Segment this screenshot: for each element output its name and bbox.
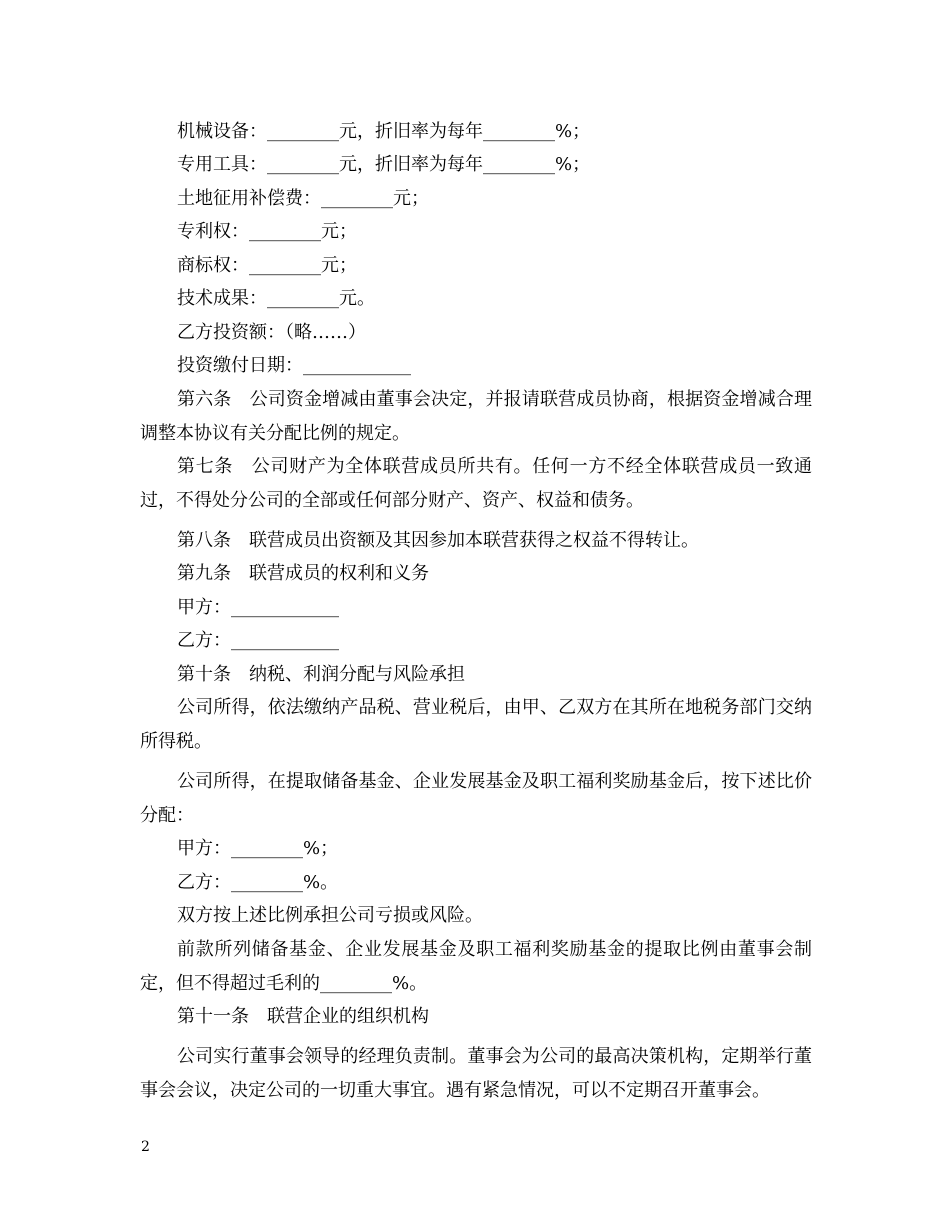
paragraph: 前款所列储备基金、企业发展基金及职工福利奖励基金的提取比例由董事会制定，但不得超过毛利的________%。: [140, 939, 812, 994]
article-10-heading: 第十条 纳税、利润分配与风险承担: [177, 664, 465, 685]
paragraph: 双方按上述比例承担公司亏损或风险。: [177, 905, 483, 926]
paragraph: 甲方：________%；: [177, 838, 339, 859]
page-number: 2: [141, 1139, 150, 1155]
article-7-paragraph: 第七条 公司财产为全体联营成员所共有。任何一方不经全体联营成员一致通过，不得处分公司的全部或任何部分财产、资产、权益和债务。: [140, 456, 812, 511]
paragraph: 乙方：____________: [177, 630, 339, 651]
article-9-heading: 第九条 联营成员的权利和义务: [177, 563, 429, 584]
paragraph: 乙方：________%。: [177, 872, 339, 893]
paragraph: 专用工具：________元，折旧率为每年________%；: [177, 154, 591, 175]
paragraph: 公司所得，依法缴纳产品税、营业税后，由甲、乙双方在其所在地税务部门交纳所得税。: [140, 697, 812, 752]
paragraph: 专利权：________元；: [177, 221, 357, 242]
paragraph: 甲方：____________: [177, 597, 339, 618]
paragraph: 机械设备：________元，折旧率为每年________%；: [177, 121, 591, 142]
paragraph: 商标权：________元；: [177, 255, 357, 276]
paragraph: 土地征用补偿费：________元；: [177, 188, 429, 209]
article-6-paragraph: 第六条 公司资金增减由董事会决定，并报请联营成员协商，根据资金增减合理调整本协议有关分配比例的规定。: [140, 389, 812, 444]
paragraph: 投资缴付日期：____________: [177, 355, 411, 376]
article-11-heading: 第十一条 联营企业的组织机构: [177, 1006, 429, 1027]
paragraph: 公司实行董事会领导的经理负责制。董事会为公司的最高决策机构，定期举行董事会会议，决定公司的一切重大事宜。遇有紧急情况，可以不定期召开董事会。: [140, 1046, 812, 1101]
article-8-paragraph: 第八条 联营成员出资额及其因参加本联营获得之权益不得转让。: [177, 530, 699, 551]
paragraph: 乙方投资额：（略……）: [177, 322, 366, 343]
paragraph: 公司所得，在提取储备基金、企业发展基金及职工福利奖励基金后，按下述比价分配：: [140, 771, 812, 826]
paragraph: 技术成果：________元。: [177, 288, 375, 309]
